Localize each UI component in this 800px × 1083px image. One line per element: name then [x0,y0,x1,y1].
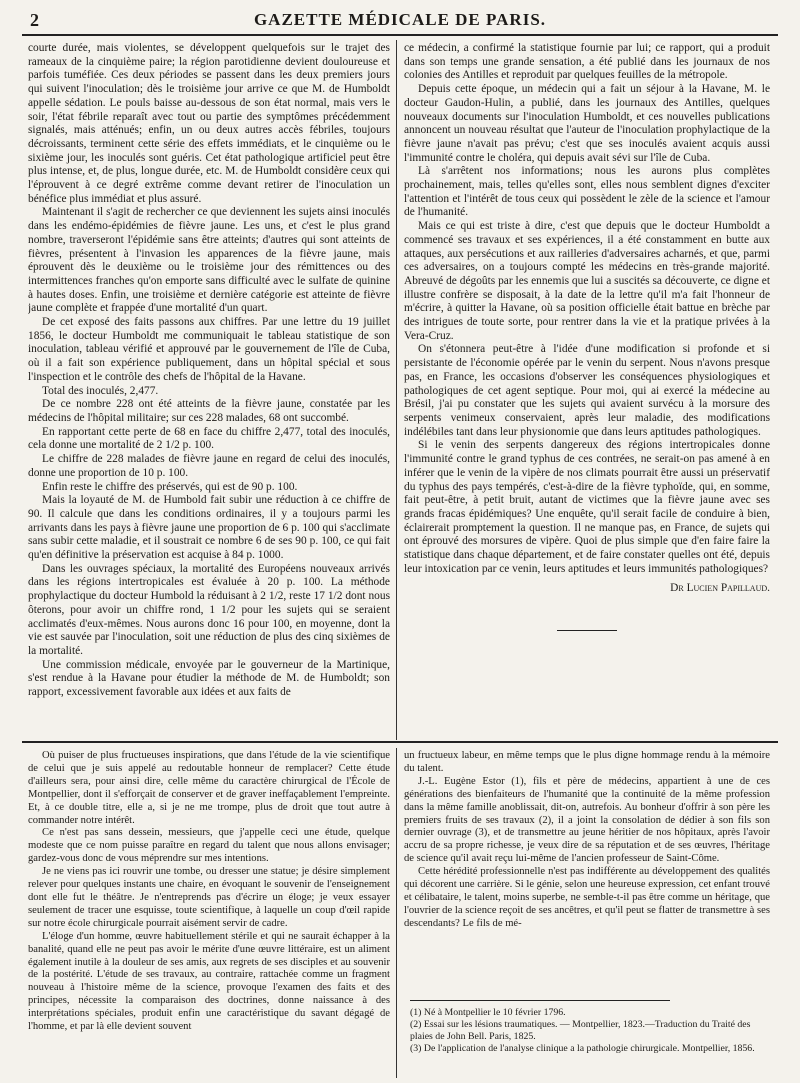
page-header [22,8,778,36]
feuilleton-divider [22,741,778,743]
paragraph: En rapportant cette perte de 68 en face du chiffre 2,477, total des inoculés, cela donne une mortalité de 2 1/2 p. 100. [28,425,390,452]
paragraph: Cette hérédité professionnelle n'est pas indifférente au développement des qualités qui décorent une carrière. Si le génie, selon une heureuse expression, cet enfant trouvé et célibataire, le talent, moins superbe, ne semble-t-il pas être comme un héritage, que l'ouvrier de la science reçoit de ses ancêtres, et qu'il peut se flatter de transmettre à ses descendants? Le fils de mé- [404,866,770,929]
footnote: (3) De l'application de l'analyse clinique a la pathologie chirurgicale. Montpellier, 1856. [410,1043,755,1054]
feuilleton-column-left [28,750,390,1078]
paragraph: Le chiffre de 228 malades de fièvre jaune en regard de celui des inoculés, donne une proportion de 10 p. 100. [28,453,390,479]
paragraph: Depuis cette époque, un médecin qui a fait un séjour à la Havane, M. le docteur Gaudon-Hulin, a publié, dans les journaux des Antilles, quelques nouveaux documents sur l'inoculation Humboldt, et ces nouvelles publications annoncent un nouveau résultat que l'auteur de l'inoculation prophylactique de la fièvre jaune n'avait pas prévu; c'est que ses inoculés avaient acquis aussi l'immunité contre le choléra, qui depuis avait sévi sur l'île de Cuba. [404,83,770,164]
paragraph: Total des inoculés, 2,477. [42,384,159,397]
footnote: (2) Essai sur les lésions traumatiques. — Montpellier, 1823.—Traduction du Traité des plaies de John Bell. Paris, 1825. [410,1019,751,1042]
paragraph: Enfin reste le chiffre des préservés, qui est de 90 p. 100. [42,480,298,493]
paragraph: ce médecin, a confirmé la statistique fournie par lui; ce rapport, qui a produit dans son temps une grande sensation, a été publié dans les journaux de nos colonies des Antilles et reproduit par quelques feuilles de la métropole. [404,42,770,82]
paragraph: Mais la loyauté de M. de Humbold fait subir une réduction à ce chiffre de 90. Il calcule que dans les conditions ordinaires, il y a toujours parmi les arrivants dans les pays à fièvre jaune une proportion de 6 p. 100 qui s'acclimate sans subir cette maladie, et il soustrait ce nombre 6 de ses 90 p. 100, ce qui fait qu'en définitive la préservation est acquise à 84 p. 1000. [28,494,390,562]
section-rule [557,630,617,631]
author-signature: Dr Lucien Papillaud. [670,582,770,595]
paragraph: Je ne viens pas ici rouvrir une tombe, ou dresser une statue; je désire simplement relever pour quelques instants une chaire, en évoquant le souvenir de l'enseignement dont elle fut le théâtre. Je n'entreprends pas d'écrire un éloge; je veux essayer seulement de tracer une esquisse, toute scientifique, à laquelle un coup d'œil rapide sur notre école chirurgicale pourrait aisément servir de cadre. [28,866,390,929]
column-divider [396,40,397,740]
paragraph: Où puiser de plus fructueuses inspirations, que dans l'étude de la vie scientifique de celui que je suis appelé au redoutable honneur de remplacer? Cette étude d'ailleurs sera, pour ainsi dire, celle même du caractère chirurgical de l'École de Montpellier, dont il s'efforçait de conserver et de graver ineffaçablement l'empreinte. Et, à ce double titre, elle a, si je ne me trompe, plus de droit que tout autre à commander notre intérêt. [28,750,390,826]
paragraph: De cet exposé des faits passons aux chiffres. Par une lettre du 19 juillet 1856, le docteur Humboldt me communiquait le tableau statistique de son inoculation, tableau vérifié et approuvé par le gouvernement de l'île de Cuba, où il a fait son expérience publiquement, dans un hôpital spécial et sous l'inspection et le contrôle des chefs de l'hôpital de la Havane. [28,316,390,383]
paragraph: courte durée, mais violentes, se développent quelquefois sur le trajet des rameaux de la cinquième paire; la région parotidienne devient douloureuse et parfois tuméfiée. Ces deux périodes se passent dans les deux premiers jours qui suivent l'inoculation; dès le troisième jour arrive ce que M. de Humboldt appelle sédation. Le pouls baisse au-dessous de son état normal, mais vers le soir, l'état fébrile reparaît avec tout ou partie des symptômes précédemment signalés, mais atténués; enfin, un ou deux autres accès fébriles, toujours décroissants, terminent cette série des effets immédiats, et le cinquième ou le sixième jour, les inoculés sont guéris. Cet état pathologique artificiel peut être plus intense, et, de plus, longue durée, etc. M. de Humboldt considère ceux qui l'éprouvent à ce degré extrême comme devant retirer de l'inoculation un bénéfice plus immédiat et plus assuré. [28,42,390,205]
footnote-rule [410,1000,670,1001]
paragraph: Une commission médicale, envoyée par le gouverneur de la Martinique, s'est rendue à la Havane pour étudier la méthode de M. de Humboldt; son rapport, excessivement favorable aux idées et aux faits de [28,658,390,699]
article-column-left [28,42,390,737]
journal-title: GAZETTE MÉDICALE DE PARIS. [253,10,547,29]
paragraph: Là s'arrêtent nos informations; nous les aurons plus complètes prochainement, mais, telles qu'elles sont, elles nous semblent dignes d'exciter l'attention et l'intérêt de tous ceux qui possèdent le zèle de la science et l'amour de l'humanité. [404,165,770,219]
column-divider [396,748,397,1078]
article-column-right [404,42,770,737]
paragraph: On s'étonnera peut-être à l'idée d'une modification si profonde et si persistante de l'économie opérée par le venin du serpent. Nous n'avons presque pas, en France, les occasions d'observer les conséquences physiologiques et pathologiques de cet agent septique. Pour moi, qui ai exercé la médecine au Brésil, j'ai pu constater que les sujets qui avaient survécu à la morsure des serpents venimeux conservaient, après leur maladie, des modifications indélébiles tant dans leur physionomie que dans leurs aptitudes pathologiques. [404,343,770,438]
paragraph: Maintenant il s'agit de rechercher ce que deviennent les sujets ainsi inoculés dans les endémo-épidémies de fièvre jaune. Les uns, et c'est le plus grand nombre, traverseront l'épidémie sans être atteints; d'autres qui sont atteints de fièvres, présentent à l'invasion les apparences de la fièvre jaune, mais éprouvent dès le deuxième ou le troisième jour des rémittences ou des intermittences franches qu'on emporte sans difficulté avec le sulfate de quinine à hautes doses. Enfin, une troisième et dernière catégorie est atteinte de fièvre jaune complète et frappée d'une mortalité d'un quart. [28,206,390,315]
footnote: (1) Né à Montpellier le 10 février 1796. [410,1007,566,1018]
paragraph: Ce n'est pas sans dessein, messieurs, que j'appelle ceci une étude, quelque modeste que ce nom puisse paraître en regard du talent que nous allons envisager; gardez-vous donc de vous méprendre sur mes intentions. [28,827,390,865]
paragraph: Si le venin des serpents dangereux des régions intertropicales donne l'immunité contre le grand typhus de ces contrées, ne serait-on pas amené à en inférer que le venin de la vipère de nos climats pourrait être aussi un préservatif du typhus des pays tempérés, c'est-à-dire de la fièvre typhoïde, qui, en somme, fait peut-être, à petit bruit, autant de victimes que la fièvre jaune avec ses grands fracas épidémiques? Une enquête, qu'il serait facile de conduire à bien, éclairerait promptement la question. Il ne manque pas, en France, de sujets qui ont éprouvé des morsures de vipère. Quoi de plus simple que d'en faire faire la statistique dans chaque département, et de faire constater quelles ont été, depuis leur intoxication par ce venin, leurs aptitudes et leurs immunités pathologiques? [404,439,770,575]
footnotes [410,1007,770,1055]
paragraph: De ce nombre 228 ont été atteints de la fièvre jaune, constatée par les médecins de l'hôpital militaire; sur ces 228 malades, 68 ont succombé. [28,398,390,424]
paragraph: L'éloge d'un homme, œuvre habituellement stérile et qui ne saurait échapper à la banalité, quand elle ne peut pas avoir le mérite d'une œuvre littéraire, est un aliment également inutile à la douleur de ses amis, aux regrets de ses disciples et au souvenir de la postérité. L'étude de ses travaux, au contraire, rattachée comme un fragment nouveau à l'histoire même de la science, provoque l'examen des faits et des principes, nécessite la comparaison des doctrines, donne naissance à des interprétations spéciales, produit enfin une caractéristique du savant dégagé de l'homme, et par là elle devient souvent [28,930,390,1033]
paragraph: Dans les ouvrages spéciaux, la mortalité des Européens nouveaux arrivés dans les régions intertropicales est évaluée à 20 p. 100. La méthode prophylactique du docteur Humbold la réduisant à 2 1/2, reste 17 1/2 dont nous ôterons, pour avoir un chiffre rond, 1 1/2 pour les sujets qui se seraient acclimatés d'eux-mêmes. Nous aurons donc 16 pour 100, en moyenne, dont la vie est sauvée par l'inoculation, soit une réduction de plus des cinq sixièmes de la mortalité. [28,562,390,657]
paragraph: un fructueux labeur, en même temps que le plus digne hommage rendu à la mémoire du talent. [404,750,770,774]
paragraph: J.-L. Eugène Estor (1), fils et père de médecins, appartient à une de ces générations des bienfaiteurs de l'humanité que la continuité de la même profession dans la même famille anoblissait, dit-on, autrefois. Au bonheur d'offrir à son père les premiers fruits de ses travaux (2), il a joint la consolation de dédier à son fils son dernier ouvrage (3), et de transmettre au jeune héritier de nos hôpitaux, après l'avoir accru de sa propre richesse, je veux dire de sa réputation et de ses œuvres, l'héritage de science qu'il avait reçu lui-même de l'ancien professeur de Saint-Côme. [404,775,770,865]
page-number: 2 [30,10,39,30]
paragraph: Mais ce qui est triste à dire, c'est que depuis que le docteur Humboldt a commencé ses travaux et ses expériences, il a été constamment en butte aux attaques, aux persécutions et aux railleries d'adversaires acharnés, et que, parmi ces adversaires, on a toujours compté les médecins en très-grande majorité. Abreuvé de dégoûts par les ennemis que lui a suscités sa découverte, ce digne et illustre confrère se disposait, à la date de la lettre qu'il m'a fait l'honneur de m'écrire, à quitter la Havane, où sa position officielle était battue en brèche par des intrigues de toute sorte, pour rentrer dans la vie et la pratique privées à la Vera-Cruz. [404,220,770,342]
feuilleton-column-right [404,750,770,960]
